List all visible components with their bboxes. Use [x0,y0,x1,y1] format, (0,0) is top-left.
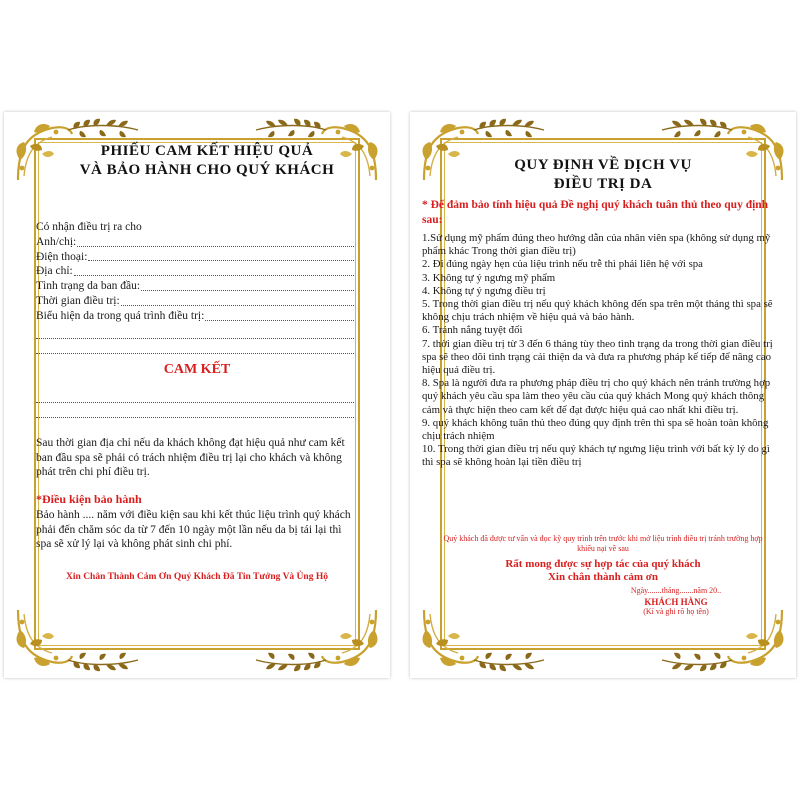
signature-block [606,586,746,618]
laurel-ornament-icon [660,652,734,672]
rule-item: 5. Trong thời gian điều trị nếu quý khách không đến spa trên một tháng thì spa sẽ không chịu trách nhiệm về hiệu quả và bảo hành. [422,298,773,324]
laurel-ornament-icon [66,118,140,138]
blank-line [36,339,354,354]
signature-hint: (Kí và ghi rõ họ tên) [643,607,709,616]
rule-item: 8. Spa là người đưa ra phương pháp điều trị cho quý khách nên tránh trường hợp quý khách yêu cầu spa làm theo yêu cầu của quý khách Mong quý khách thông cảm và thực hiện theo cam kết để đạt được hiệu quả cao nhất khi điều trị. [422,377,771,416]
field-phone: Điện thoại: [36,250,354,265]
rules-intro: * Để đảm bảo tính hiệu quả Đề nghị quý khách tuân thủ theo quy định sau: [422,199,769,226]
rule-item: 10. Trong thời gian điều trị nếu quý khách tự ngưng liệu trình với bất kỳ lý do gì thì spa sẽ không hoàn lại tiền điều trị [422,443,770,469]
cooperation-message [430,558,776,584]
field-treatment-time: Thời gian điều trị: [36,294,354,309]
customer-info-fields [36,220,354,354]
commitment-form-page [4,112,390,678]
laurel-ornament-icon [66,652,140,672]
form-title-line: PHIẾU CAM KẾT HIỆU QUẢ [100,143,314,159]
cooperation-line: Xin chân thành cảm ơn [547,571,658,583]
field-initial-skin-condition: Tình trạng da ban đầu: [36,279,354,294]
signature-label: KHÁCH HÀNG [644,596,708,607]
laurel-ornament-icon [660,118,734,138]
commit-text: Sau thời gian địa chỉ nếu da khách không đạt hiệu quả như cam kết ban đầu spa sẽ phải có trách nhiệm điều trị lại cho khách và không phát trên chi phí điều trị. [36,437,345,479]
rules-list [422,232,774,470]
field-customer-name: Anh/chị: [36,235,354,250]
laurel-ornament-icon [472,118,546,138]
rules-title-line: QUY ĐỊNH VỀ DỊCH VỤ [514,157,692,173]
laurel-ornament-icon [254,118,328,138]
rule-item: 2. Đi đúng ngày hẹn của liệu trình nếu trễ thì phải liên hệ với spa [422,258,703,271]
field-address: Địa chỉ: [36,264,354,279]
rules-title [430,156,776,194]
cooperation-line: Rất mong được sự hợp tác của quý khách [505,558,701,570]
rule-item: 6. Tránh nắng tuyệt đối [422,324,523,337]
rule-item: 3. Không tự ý ngưng mỹ phẩm [422,271,556,284]
laurel-ornament-icon [472,652,546,672]
thanks-message: Xin Chân Thành Cảm Ơn Quý Khách Đã Tin Tưởng Và Ủng Hộ [66,572,328,582]
field-skin-progress: Biểu hiện da trong quá trình điều trị: [36,309,354,324]
rules-title-line: ĐIỀU TRỊ DA [553,176,653,192]
intro-text: Có nhận điều trị ra cho [36,221,142,233]
consultation-note: Quý khách đã được tư vấn và đọc kỹ quy trình trên trước khi mở liệu trình điều trị tránh trường hợp khiếu nại về sau [443,534,763,553]
date-line: Ngày.......tháng.......năm 20.. [630,586,722,595]
warranty-text: Bảo hành .... năm với điều kiện sau khi kết thúc liệu trình quý khách phải đến chăm sóc da từ 7 đến 10 ngày một lần nếu da bị tái lại thì spa sẽ xử lý lại và không phát sinh chi phí. [36,509,351,551]
rule-item: 7. thời gian điều trị từ 3 đến 6 tháng tùy theo tình trạng da trong thời gian điều trị spa sẽ theo dõi tình trạng cải thiện da và đưa ra phương pháp kế tiếp để nâng cao hiệu quả điều trị. [422,337,773,377]
warranty-heading: *Điều kiện bảo hành [36,492,142,506]
blank-line [36,388,354,403]
rule-item: 4. Không tự ý ngưng điều trị [422,284,546,297]
rule-item: 1.Sử dụng mỹ phẩm đúng theo hướng dẫn của nhân viên spa (không sử dụng mỹ phẩm khác Trong thời gian điều trị) [422,232,771,258]
rule-item: 9. quý khách không tuân thủ theo đúng quy định trên thì spa sẽ hoàn toàn không chịu trách nhiệm [422,416,769,443]
laurel-ornament-icon [254,652,328,672]
blank-line [36,324,354,339]
commit-heading: CAM KẾT [163,362,231,377]
commit-blank-lines [36,388,354,418]
form-title [44,142,370,180]
service-rules-page [410,112,796,678]
blank-line [36,403,354,418]
form-title-line: VÀ BẢO HÀNH CHO QUÝ KHÁCH [79,162,335,178]
